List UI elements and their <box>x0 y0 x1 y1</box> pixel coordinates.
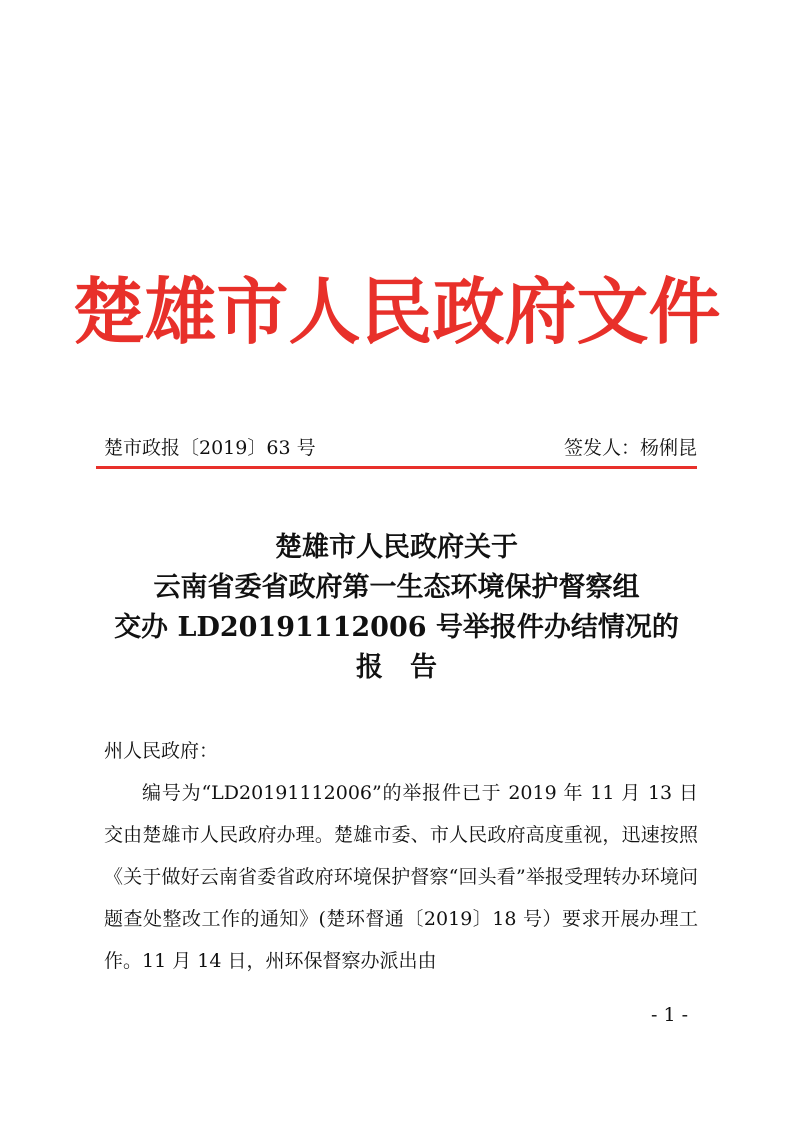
body-text <box>104 730 698 982</box>
body-paragraph: 编号为“LD20191112006”的举报件已于 2019 年 11 月 13 日交由楚雄市人民政府办理。楚雄市委、市人民政府高度重视，迅速按照《关于做好云南省委省政府环境保护督察“回头看”举报受理转办环境问题查处整改工作的通知》(楚环督通〔2019〕18 号）要求开展办理工作。11 月 14 日，州环保督察办派出由 <box>104 782 698 972</box>
page-number: - 1 - <box>650 1004 688 1026</box>
report-title-line-1: 楚雄市人民政府关于 <box>275 532 518 563</box>
report-title-line-2: 云南省委省政府第一生态环境保护督察组 <box>153 572 640 603</box>
report-title-line-3: 交办 LD20191112006 号举报件办结情况的 <box>114 612 679 643</box>
salutation: 州人民政府： <box>104 740 219 762</box>
letterhead-title: 楚雄市人民政府文件 <box>72 269 721 354</box>
red-divider-line <box>96 466 697 469</box>
signer: 签发人：杨俐昆 <box>563 437 697 459</box>
document-number: 楚市政报〔2019〕63 号 <box>104 437 316 459</box>
report-title <box>0 528 793 688</box>
report-title-line-4: 报 告 <box>356 652 437 683</box>
